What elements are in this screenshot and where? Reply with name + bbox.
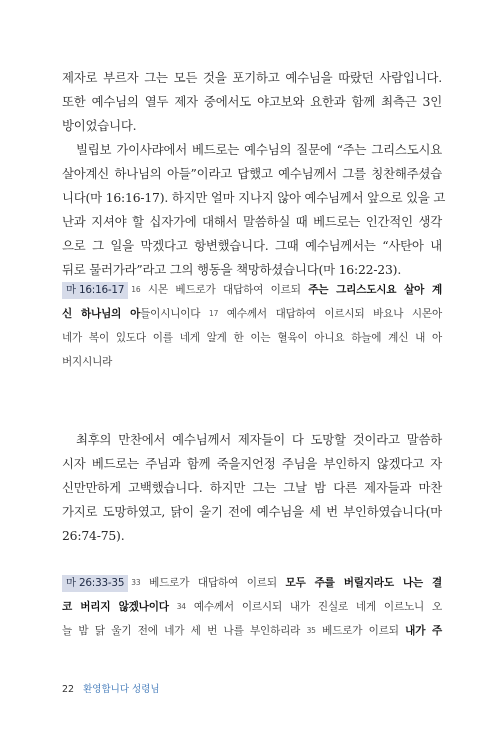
page-footer — [62, 681, 160, 695]
verse-text: 베드로가 이르되 — [315, 625, 406, 637]
text-line: 뒤로 물러가라”라고 그의 행동을 책망하셨습니다(마 16:22-23). — [62, 262, 402, 277]
text-line: 으로 그 일을 막겠다고 항변했습니다. 그때 예수님께서는 “사탄아 내 — [62, 238, 442, 253]
verse-line — [62, 302, 442, 326]
verse-text: 예수께서 대답하여 이르시되 바요나 시몬아 — [218, 308, 442, 320]
verse-text: 시몬 베드로가 대답하여 이르되 — [140, 284, 309, 296]
text-line: 살아계신 하나님의 아들”이라고 답했고 예수님께서 그를 칭찬해주셨습 — [62, 166, 442, 181]
verse-reference-badge: 마 26:33-35 — [62, 575, 128, 592]
verse-number: 33 — [131, 578, 141, 587]
verse-number: 17 — [209, 309, 219, 318]
verse-text: 늘 밤 닭 울기 전에 네가 세 번 나를 부인하리라 — [62, 625, 307, 637]
verse-line — [62, 619, 442, 643]
verse-line — [62, 278, 442, 302]
scripture-quote-2 — [62, 571, 442, 643]
paragraph-1 — [62, 66, 442, 138]
book-title: 환영합니다 성령님 — [83, 684, 160, 695]
text-line: 26:74-75). — [62, 528, 125, 543]
text-line: 가지로 도망하였고, 닭이 울기 전에 예수님을 세 번 부인하였습니다(마 — [62, 504, 442, 519]
verse-emphasis: 신 하나님의 아 — [62, 308, 141, 320]
text-line: 빌립보 가이사랴에서 베드로는 예수님의 질문에 “주는 그리스도시요 — [76, 142, 442, 157]
text-line: 시자 베드로는 주님과 함께 죽을지언정 주님을 부인하지 않겠다고 자 — [62, 456, 442, 471]
paragraph-2 — [62, 138, 446, 282]
text-line: 신만만하게 고백했습니다. 하지만 그는 그날 밤 다른 제자들과 마찬 — [62, 480, 442, 495]
verse-line: 버지시니라 — [62, 356, 113, 368]
verse-line — [62, 571, 442, 595]
verse-emphasis: 코 버리지 않겠나이다 — [62, 601, 169, 613]
text-line: 또한 예수님의 열두 제자 중에서도 야고보와 요한과 함께 최측근 3인 — [62, 94, 442, 109]
verse-emphasis: 내가 주 — [405, 625, 442, 637]
verse-reference-badge: 마 16:16-17 — [62, 282, 128, 299]
text-line: 제자로 부르자 그는 모든 것을 포기하고 예수님을 따랐던 사람입니다. — [62, 70, 442, 85]
page-number: 22 — [62, 684, 75, 695]
verse-text: 예수께서 이르시되 내가 진실로 네게 이르노니 오 — [185, 601, 443, 613]
verse-text: 베드로가 대답하여 이르되 — [140, 577, 286, 589]
verse-line — [62, 595, 442, 619]
verse-emphasis: 주는 그리스도시요 살아 계 — [308, 284, 442, 296]
verse-number: 34 — [176, 602, 186, 611]
verse-line: 네가 복이 있도다 이를 네게 알게 한 이는 혈육이 아니요 하늘에 계신 내 아 — [62, 332, 442, 344]
scripture-quote-1 — [62, 278, 442, 374]
text-line: 난과 지셔야 할 십자가에 대해서 말씀하실 때 베드로는 인간적인 생각 — [62, 214, 442, 229]
verse-text: 들이시니이다 — [140, 308, 209, 320]
text-line: 니다(마 16:16-17). 하지만 얼마 지나지 않아 예수님께서 앞으로 있을 고 — [62, 190, 446, 205]
paragraph-3 — [62, 428, 442, 548]
text-line: 방이었습니다. — [62, 118, 137, 133]
verse-number: 35 — [306, 626, 316, 635]
text-line: 최후의 만찬에서 예수님께서 제자들이 다 도망할 것이라고 말씀하 — [76, 432, 442, 447]
verse-emphasis: 모두 주를 버릴지라도 나는 결 — [285, 577, 442, 589]
verse-number: 16 — [131, 285, 141, 294]
verse-text — [169, 601, 177, 613]
